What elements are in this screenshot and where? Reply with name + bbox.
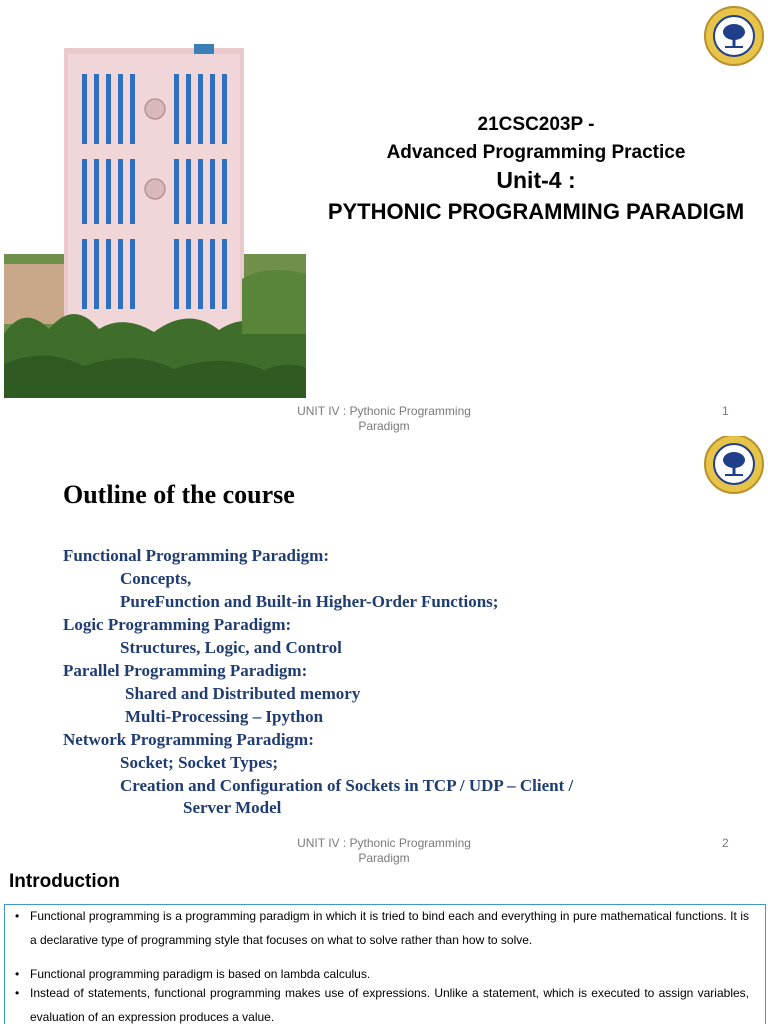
outline-list	[63, 544, 573, 819]
introduction-content-box	[4, 904, 766, 1024]
outline-subitem: Creation and Configuration of Sockets in TCP / UDP – Client /	[120, 776, 574, 795]
introduction-title: Introduction	[9, 871, 120, 892]
slide-footer: UNIT IV : Pythonic Programming Paradigm	[297, 404, 471, 433]
slide-1	[0, 0, 768, 436]
slide-3	[0, 866, 768, 1024]
outline-item: Logic Programming Paradigm:	[63, 615, 292, 634]
introduction-bullets	[5, 904, 765, 1024]
outline-item: Functional Programming Paradigm:	[63, 546, 329, 565]
bullet-item: • Functional programming is a programming paradigm in which it is tried to bind each and everything in pure mathematical functions. It is a declarative type of programming style that focuses on what to solve rather than how to solve.	[5, 904, 765, 952]
outline-subitem: PureFunction and Built-in Higher-Order Functions;	[120, 592, 499, 611]
slide-2	[0, 436, 768, 866]
course-code: 21CSC203P -	[477, 114, 595, 135]
outline-subitem: Shared and Distributed memory	[125, 684, 361, 703]
unit-title: PYTHONIC PROGRAMMING PARADIGM	[327, 199, 745, 224]
bullet-item: • Instead of statements, functional programming makes use of expressions. Unlike a statement, which is executed to assign variables, evaluation of an expression produces a value.	[5, 981, 765, 1024]
outline-subitem: Multi-Processing – Ipython	[125, 707, 324, 726]
university-seal-logo	[704, 436, 764, 494]
slide-footer: UNIT IV : Pythonic Programming Paradigm	[297, 836, 471, 865]
outline-title: Outline of the course	[63, 480, 295, 509]
outline-subitem: Socket; Socket Types;	[120, 753, 279, 772]
outline-item: Network Programming Paradigm:	[63, 730, 314, 749]
outline-subitem: Structures, Logic, and Control	[120, 638, 342, 657]
university-seal-logo	[704, 6, 764, 66]
unit-label: Unit-4 :	[496, 167, 576, 193]
outline-item: Parallel Programming Paradigm:	[63, 661, 308, 680]
university-building-photo	[4, 34, 306, 398]
course-name: Advanced Programming Practice	[386, 142, 686, 163]
outline-subitem-continuation: Server Model	[183, 798, 282, 817]
bullet-item: • Functional programming paradigm is based on lambda calculus.	[5, 962, 765, 986]
outline-subitem: Concepts,	[120, 569, 192, 588]
page-number: 1	[722, 404, 729, 418]
page-number: 2	[722, 836, 729, 850]
